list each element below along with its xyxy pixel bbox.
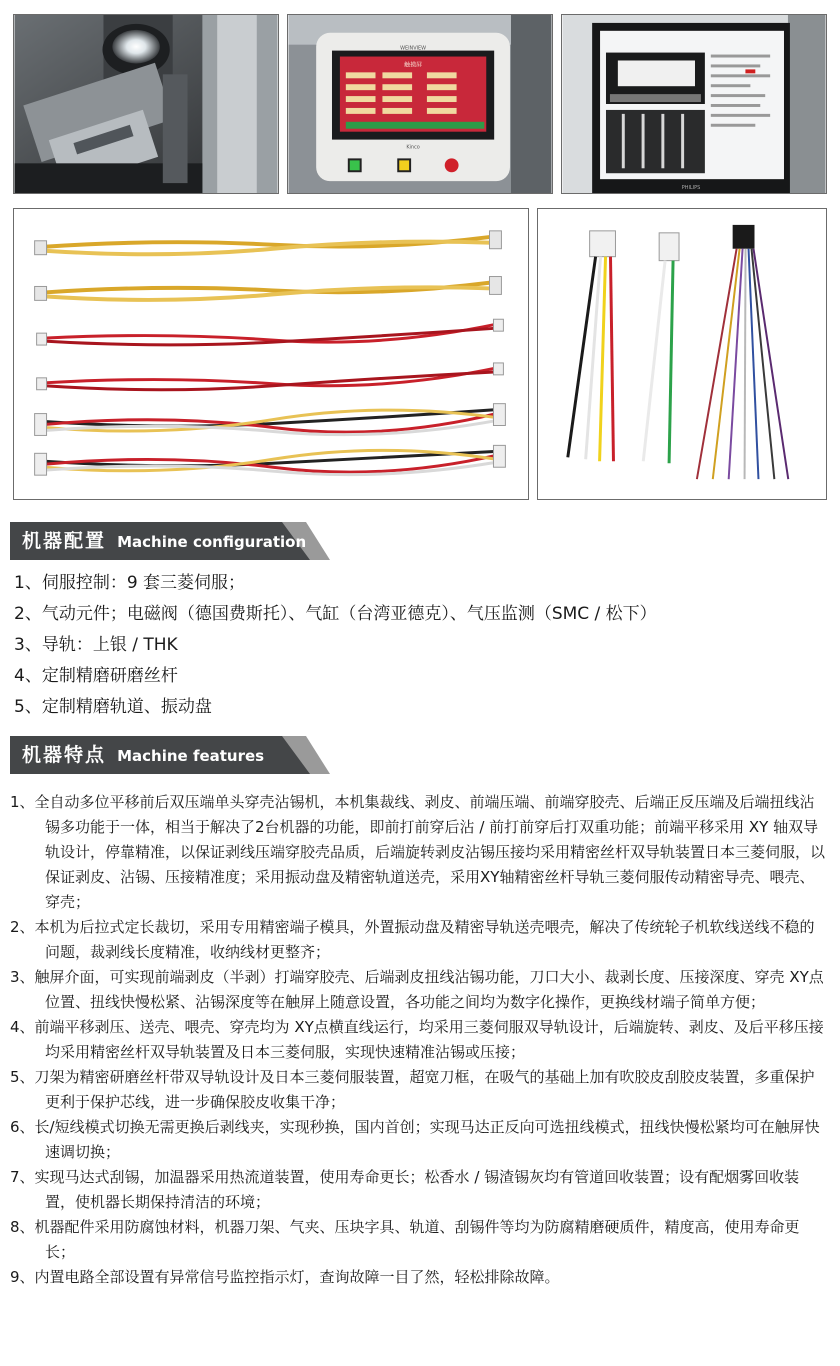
configuration-header [10, 522, 330, 560]
machine-closeup-photo [13, 14, 279, 194]
features-title-en: Machine features [117, 747, 265, 765]
panel-screen-title: 触摸屏 [404, 61, 422, 69]
feature-item: 6、长/短线模式切换无需更换后剥线夹，实现秒换，国内首创；实现马达正反向可选扭线模式，扭线快慢松紧均可在触屏快速调切换； [10, 1118, 820, 1161]
monitor-photo [561, 14, 827, 194]
monitor-brand: PHILIPS [681, 185, 701, 192]
twisted-wire-illustration [14, 209, 528, 499]
configuration-item: 5、定制精磨轨道、振动盘 [14, 697, 212, 717]
panel-brand-bottom: Kinco [406, 144, 420, 151]
touch-panel-illustration [288, 15, 552, 193]
machine-closeup-illustration [14, 15, 278, 193]
configuration-title-en: Machine configuration [117, 533, 307, 551]
feature-item: 5、刀架为精密研磨丝杆带双导轨设计及日本三菱伺服装置，超宽刀框，在吸气的基础上加有吹胶皮刮胶皮装置，多重保护更利于保护芯线，进一步确保胶皮收集干净； [10, 1068, 815, 1111]
touch-panel-photo [287, 14, 553, 194]
feature-item: 9、内置电路全部设置有异常信号监控指示灯，查询故障一目了然，轻松排除故障。 [10, 1268, 560, 1286]
configuration-item: 4、定制精磨研磨丝杆 [14, 666, 178, 686]
feature-item: 1、全自动多位平移前后双压端单头穿壳沾锡机，本机集裁线、剥皮、前端压端、前端穿胶壳、后端正反压端及后端扭线沾锡多功能于一体，相当于解决了2台机器的功能，即前打前穿后沾 / 前打前穿后打双重功能；前端平移采用 XY 轴双导轨设计，停靠精准，以保证剥线压端穿胶壳品质，后端旋转剥皮沾锡压接均采用精密丝杆双导轨装置日本三菱伺服，以保证剥皮、沾锡、压接精准度；采用振动盘及精密轨道送壳，采用XY轴精密丝杆导轨三菱伺服传动精密导壳、喂壳、穿壳； [10, 793, 826, 911]
configuration-item: 2、气动元件；电磁阀（德国费斯托）、气缸（台湾亚德克）、气压监测（SMC / 松下） [14, 604, 657, 624]
features-list [10, 790, 828, 1290]
configuration-list [14, 568, 657, 723]
configuration-title-zh: 机器配置 [22, 530, 107, 552]
feature-item: 4、前端平移剥压、送壳、喂壳、穿壳均为 XY点横直线运行，均采用三菱伺服双导轨设计，后端旋转、剥皮、及后平移压接均采用精密丝杆双导轨装置及日本三菱伺服，实现快速精准沾锡或压接； [10, 1018, 824, 1061]
monitor-illustration [562, 15, 826, 193]
yellow-button-icon [399, 160, 409, 170]
feature-item: 2、本机为后拉式定长裁切，采用专用精密端子模具，外置振动盘及精密导轨送壳喂壳，解决了传统轮子机软线送线不稳的问题，裁剥线长度精准，收纳线材更整齐； [10, 918, 815, 961]
configuration-item: 3、导轨：上银 / THK [14, 635, 178, 655]
configuration-item: 1、伺服控制：9 套三菱伺服； [14, 573, 246, 593]
features-title-zh: 机器特点 [22, 744, 107, 766]
feature-item: 3、触屏介面，可实现前端剥皮（半剥）打端穿胶壳、后端剥皮扭线沾锡功能，刀口大小、裁剥长度、压接深度、穿壳 XY点位置、扭线快慢松紧、沾锡深度等在触屏上随意设置，各功能之间均为数字化操作，更换线材端子简单方便； [10, 968, 824, 1011]
panel-brand-top: WEINVIEW [400, 45, 427, 52]
feature-item: 8、机器配件采用防腐蚀材料，机器刀架、气夹、压块字具、轨道、刮锡件等均为防腐精磨硬质件，精度高，使用寿命更长； [10, 1218, 800, 1261]
red-button-icon [445, 158, 459, 172]
features-header [10, 736, 330, 774]
straight-wire-illustration [538, 209, 826, 499]
green-button-icon [350, 160, 360, 170]
feature-item: 7、实现马达式刮锡，加温器采用热流道装置，使用寿命更长；松香水 / 锡渣锡灰均有管道回收装置；设有配烟雾回收装置，使机器长期保持清洁的环境； [10, 1168, 800, 1211]
twisted-wire-harness-photo [13, 208, 529, 500]
straight-wire-harness-photo [537, 208, 827, 500]
